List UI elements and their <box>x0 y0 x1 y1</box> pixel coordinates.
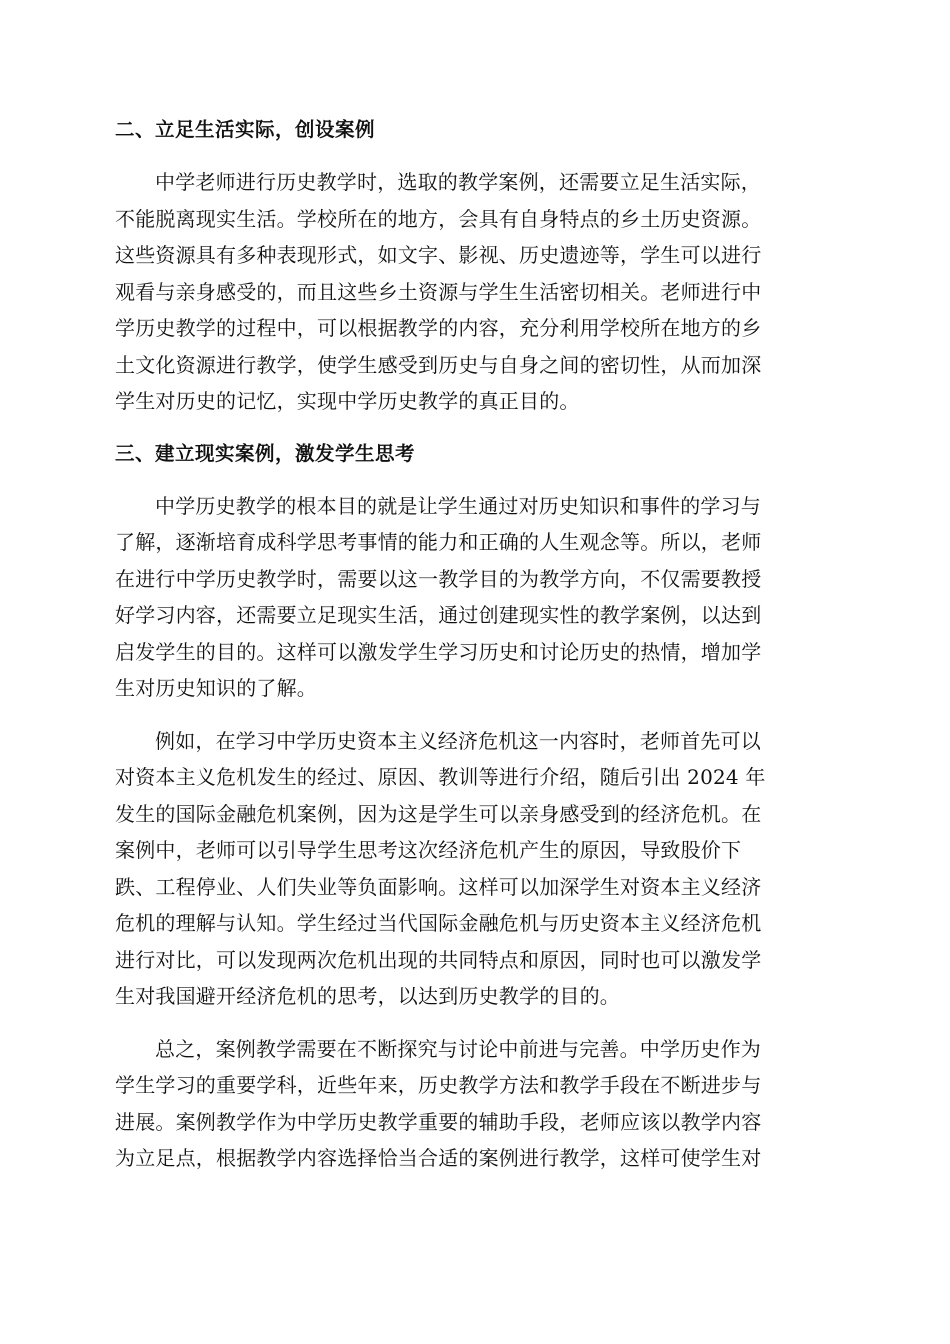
text-line: 中学老师进行历史教学时，选取的教学案例，还需要立足生活实际， <box>155 170 761 194</box>
section-heading-3: 三、建立现实案例，激发学生思考 <box>115 441 416 465</box>
text-line: 例如，在学习中学历史资本主义经济危机这一内容时，老师首先可以 <box>155 728 761 753</box>
text-line: 在进行中学历史教学时，需要以这一教学目的为教学方向，不仅需要教授 <box>115 566 762 591</box>
paragraph <box>115 723 835 1015</box>
text-line: 为立足点，根据教学内容选择恰当合适的案例进行教学，这样可使学生对 <box>115 1146 762 1170</box>
text-line: 生对我国避开经济危机的思考，以达到历史教学的目的。 <box>115 984 620 1008</box>
text-line: 危机的理解与认知。学生经过当代国际金融危机与历史资本主义经济危机 <box>115 911 762 935</box>
text-line: 观看与亲身感受的，而且这些乡土资源与学生生活密切相关。老师进行中 <box>115 279 762 304</box>
text-line: 总之，案例教学需要在不断探究与讨论中前进与完善。中学历史作为 <box>155 1036 761 1061</box>
text-line: 中学历史教学的根本目的就是让学生通过对历史知识和事件的学习与 <box>155 493 761 518</box>
text-line: 发生的国际金融危机案例，因为这是学生可以亲身感受到的经济危机。在 <box>115 801 762 826</box>
text-line: 学生学习的重要学科，近些年来，历史教学方法和教学手段在不断进步与 <box>115 1073 762 1097</box>
text-line: 进行对比，可以发现两次危机出现的共同特点和原因，同时也可以激发学 <box>115 947 762 972</box>
text-line: 这些资源具有多种表现形式，如文字、影视、历史遗迹等，学生可以进行 <box>115 243 762 267</box>
text-line: 土文化资源进行教学，使学生感受到历史与自身之间的密切性，从而加深 <box>115 352 762 377</box>
section-heading-2: 二、立足生活实际，创设案例 <box>115 118 376 141</box>
text-line: 对资本主义危机发生的经过、原因、教训等进行介绍，随后引出 2024 年 <box>115 765 766 789</box>
text-line: 学历史教学的过程中，可以根据教学的内容，充分利用学校所在地方的乡 <box>115 316 762 340</box>
text-line: 不能脱离现实生活。学校所在的地方，会具有自身特点的乡土历史资源。 <box>115 206 762 231</box>
text-line: 进展。案例教学作为中学历史教学重要的辅助手段，老师应该以教学内容 <box>115 1109 762 1134</box>
paragraph <box>115 1031 835 1177</box>
text-line: 了解，逐渐培育成科学思考事情的能力和正确的人生观念等。所以，老师 <box>115 530 762 554</box>
text-line: 跌、工程停业、人们失业等负面影响。这样可以加深学生对资本主义经济 <box>115 874 762 899</box>
text-line: 生对历史知识的了解。 <box>115 676 317 700</box>
text-line: 好学习内容，还需要立足现实生活，通过创建现实性的教学案例，以达到 <box>115 603 762 627</box>
text-line: 启发学生的目的。这样可以激发学生学习历史和讨论历史的热情，增加学 <box>115 639 762 664</box>
text-line: 学生对历史的记忆，实现中学历史教学的真正目的。 <box>115 389 580 413</box>
text-line: 案例中，老师可以引导学生思考这次经济危机产生的原因，导致股价下 <box>115 838 742 862</box>
paragraph <box>115 164 835 420</box>
paragraph <box>115 488 835 707</box>
document-body <box>115 112 835 1177</box>
